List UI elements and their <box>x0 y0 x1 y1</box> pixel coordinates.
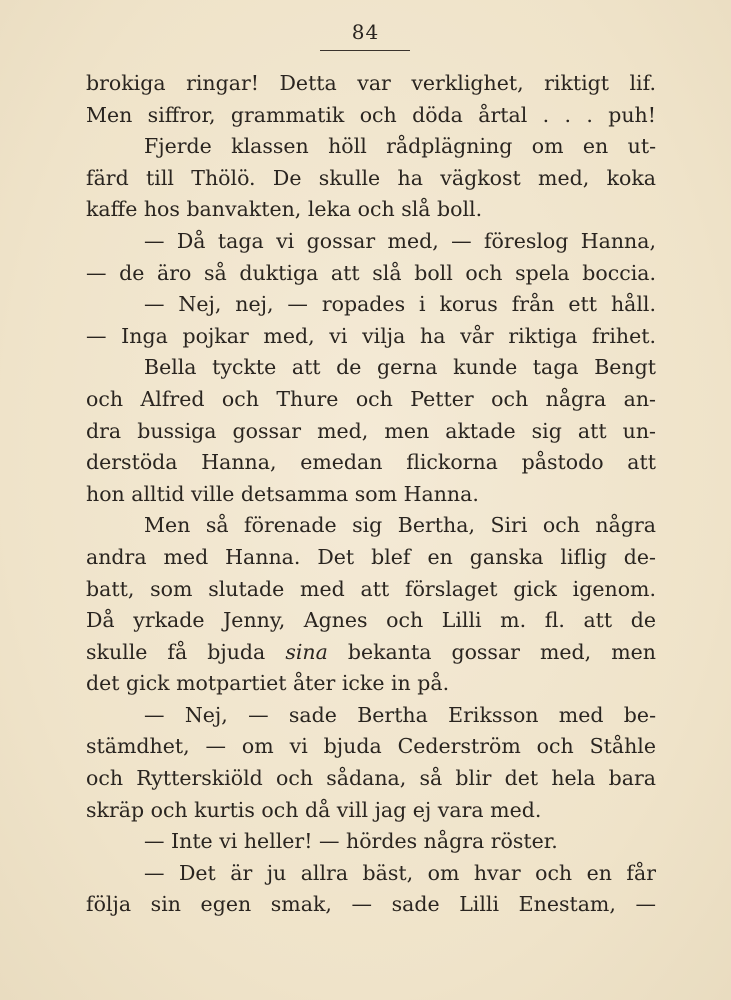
page-number: 84 <box>351 20 380 44</box>
text-line-segment: bekanta gossar med, men <box>347 639 656 664</box>
text-line: — Inga pojkar med, vi vilja ha vår riktiga frihet. <box>86 323 656 348</box>
text-line: och Rytterskiöld och sådana, så blir det hela bara <box>86 766 656 791</box>
text-line: det gick motpartiet åter icke in på. <box>86 671 450 696</box>
text-line: — Nej, — sade Bertha Eriksson med be- <box>144 702 656 727</box>
text-line: dra bussiga gossar med, men aktade sig att un- <box>86 418 656 443</box>
body-text <box>86 68 656 921</box>
text-line: och Alfred och Thure och Petter och några an- <box>86 386 656 411</box>
text-line: stämdhet, — om vi bjuda Cederström och Ståhle <box>86 734 656 759</box>
text-line-segment: skulle få bjuda <box>86 639 266 664</box>
text-line: — Det är ju allra bäst, om hvar och en får <box>144 860 656 885</box>
text-line: brokiga ringar! Detta var verklighet, riktigt lif. <box>86 71 656 95</box>
text-line: Fjerde klassen höll rådplägning om en ut- <box>144 134 656 159</box>
text-line: kaffe hos banvakten, leka och slå boll. <box>86 197 483 222</box>
text-line: Bella tyckte att de gerna kunde taga Bengt <box>144 355 656 380</box>
text-line: batt, som slutade med att förslaget gick igenom. <box>86 576 656 601</box>
text-line: — de äro så duktiga att slå boll och spela boccia. <box>86 260 656 285</box>
header-rule <box>320 50 410 51</box>
text-line: Då yrkade Jenny, Agnes och Lilli m. fl. att de <box>86 608 656 633</box>
text-line: — Nej, nej, — ropades i korus från ett håll. <box>144 292 656 317</box>
text-line: Men så förenade sig Bertha, Siri och några <box>144 513 656 538</box>
text-line: — Inte vi heller! — hördes några röster. <box>144 829 558 854</box>
text-line: följa sin egen smak, — sade Lilli Enestam, — <box>86 892 656 917</box>
italic-word: sina <box>285 639 328 664</box>
text-line: hon alltid ville detsamma som Hanna. <box>86 481 479 506</box>
text-line: färd till Thölö. De skulle ha vägkost med, koka <box>86 165 656 190</box>
text-line: andra med Hanna. Det blef en ganska liflig de- <box>86 544 656 569</box>
text-line: Men siffror, grammatik och döda årtal . . . puh! <box>86 102 656 127</box>
text-line: skräp och kurtis och då vill jag ej vara med. <box>86 797 542 822</box>
text-line: derstöda Hanna, emedan flickorna påstodo att <box>86 450 656 475</box>
text-line: — Då taga vi gossar med, — föreslog Hanna, <box>144 228 656 253</box>
text-line <box>86 637 656 669</box>
